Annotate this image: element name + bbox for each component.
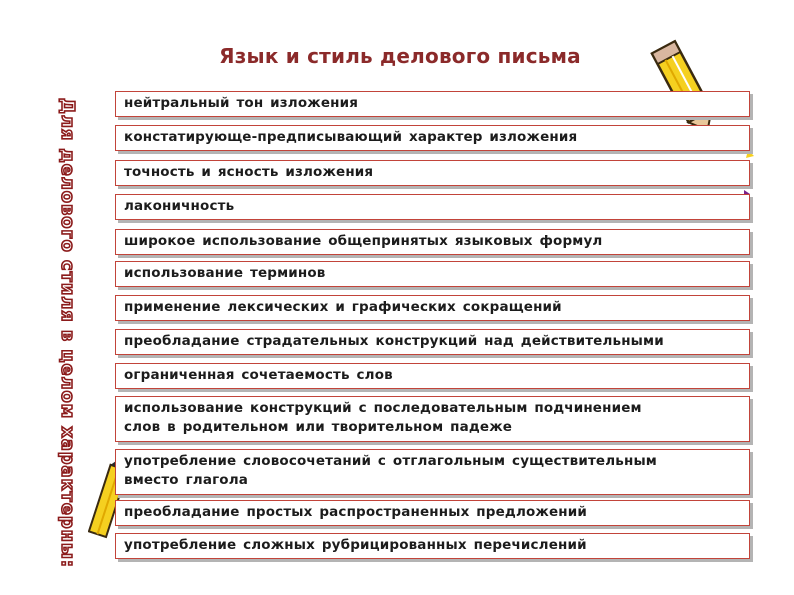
- list-item: употребление сложных рубрицированных перечислений: [115, 533, 750, 559]
- list-item: применение лексических и графических сокращений: [115, 295, 750, 321]
- list-item: констатирующе-предписывающий характер изложения: [115, 125, 750, 151]
- list-item: ограниченная сочетаемость слов: [115, 363, 750, 389]
- list-item: точность и ясность изложения: [115, 160, 750, 186]
- list-item: лаконичность: [115, 194, 750, 220]
- list-item: использование терминов: [115, 261, 750, 287]
- slide-title: Язык и стиль делового письма: [219, 44, 581, 68]
- list-item: широкое использование общепринятых языковых формул: [115, 229, 750, 255]
- list-item: преобладание простых распространенных предложений: [115, 500, 750, 526]
- list-item: преобладание страдательных конструкций над действительными: [115, 329, 750, 355]
- list-item: нейтральный тон изложения: [115, 91, 750, 117]
- side-label-text: Для делового стиля в целом характерны:: [57, 98, 78, 575]
- list-item: использование конструкций с последовательным подчинением слов в родительном или творительном падеже: [115, 396, 750, 442]
- list-item: употребление словосочетаний с отглагольным существительным вместо глагола: [115, 449, 750, 495]
